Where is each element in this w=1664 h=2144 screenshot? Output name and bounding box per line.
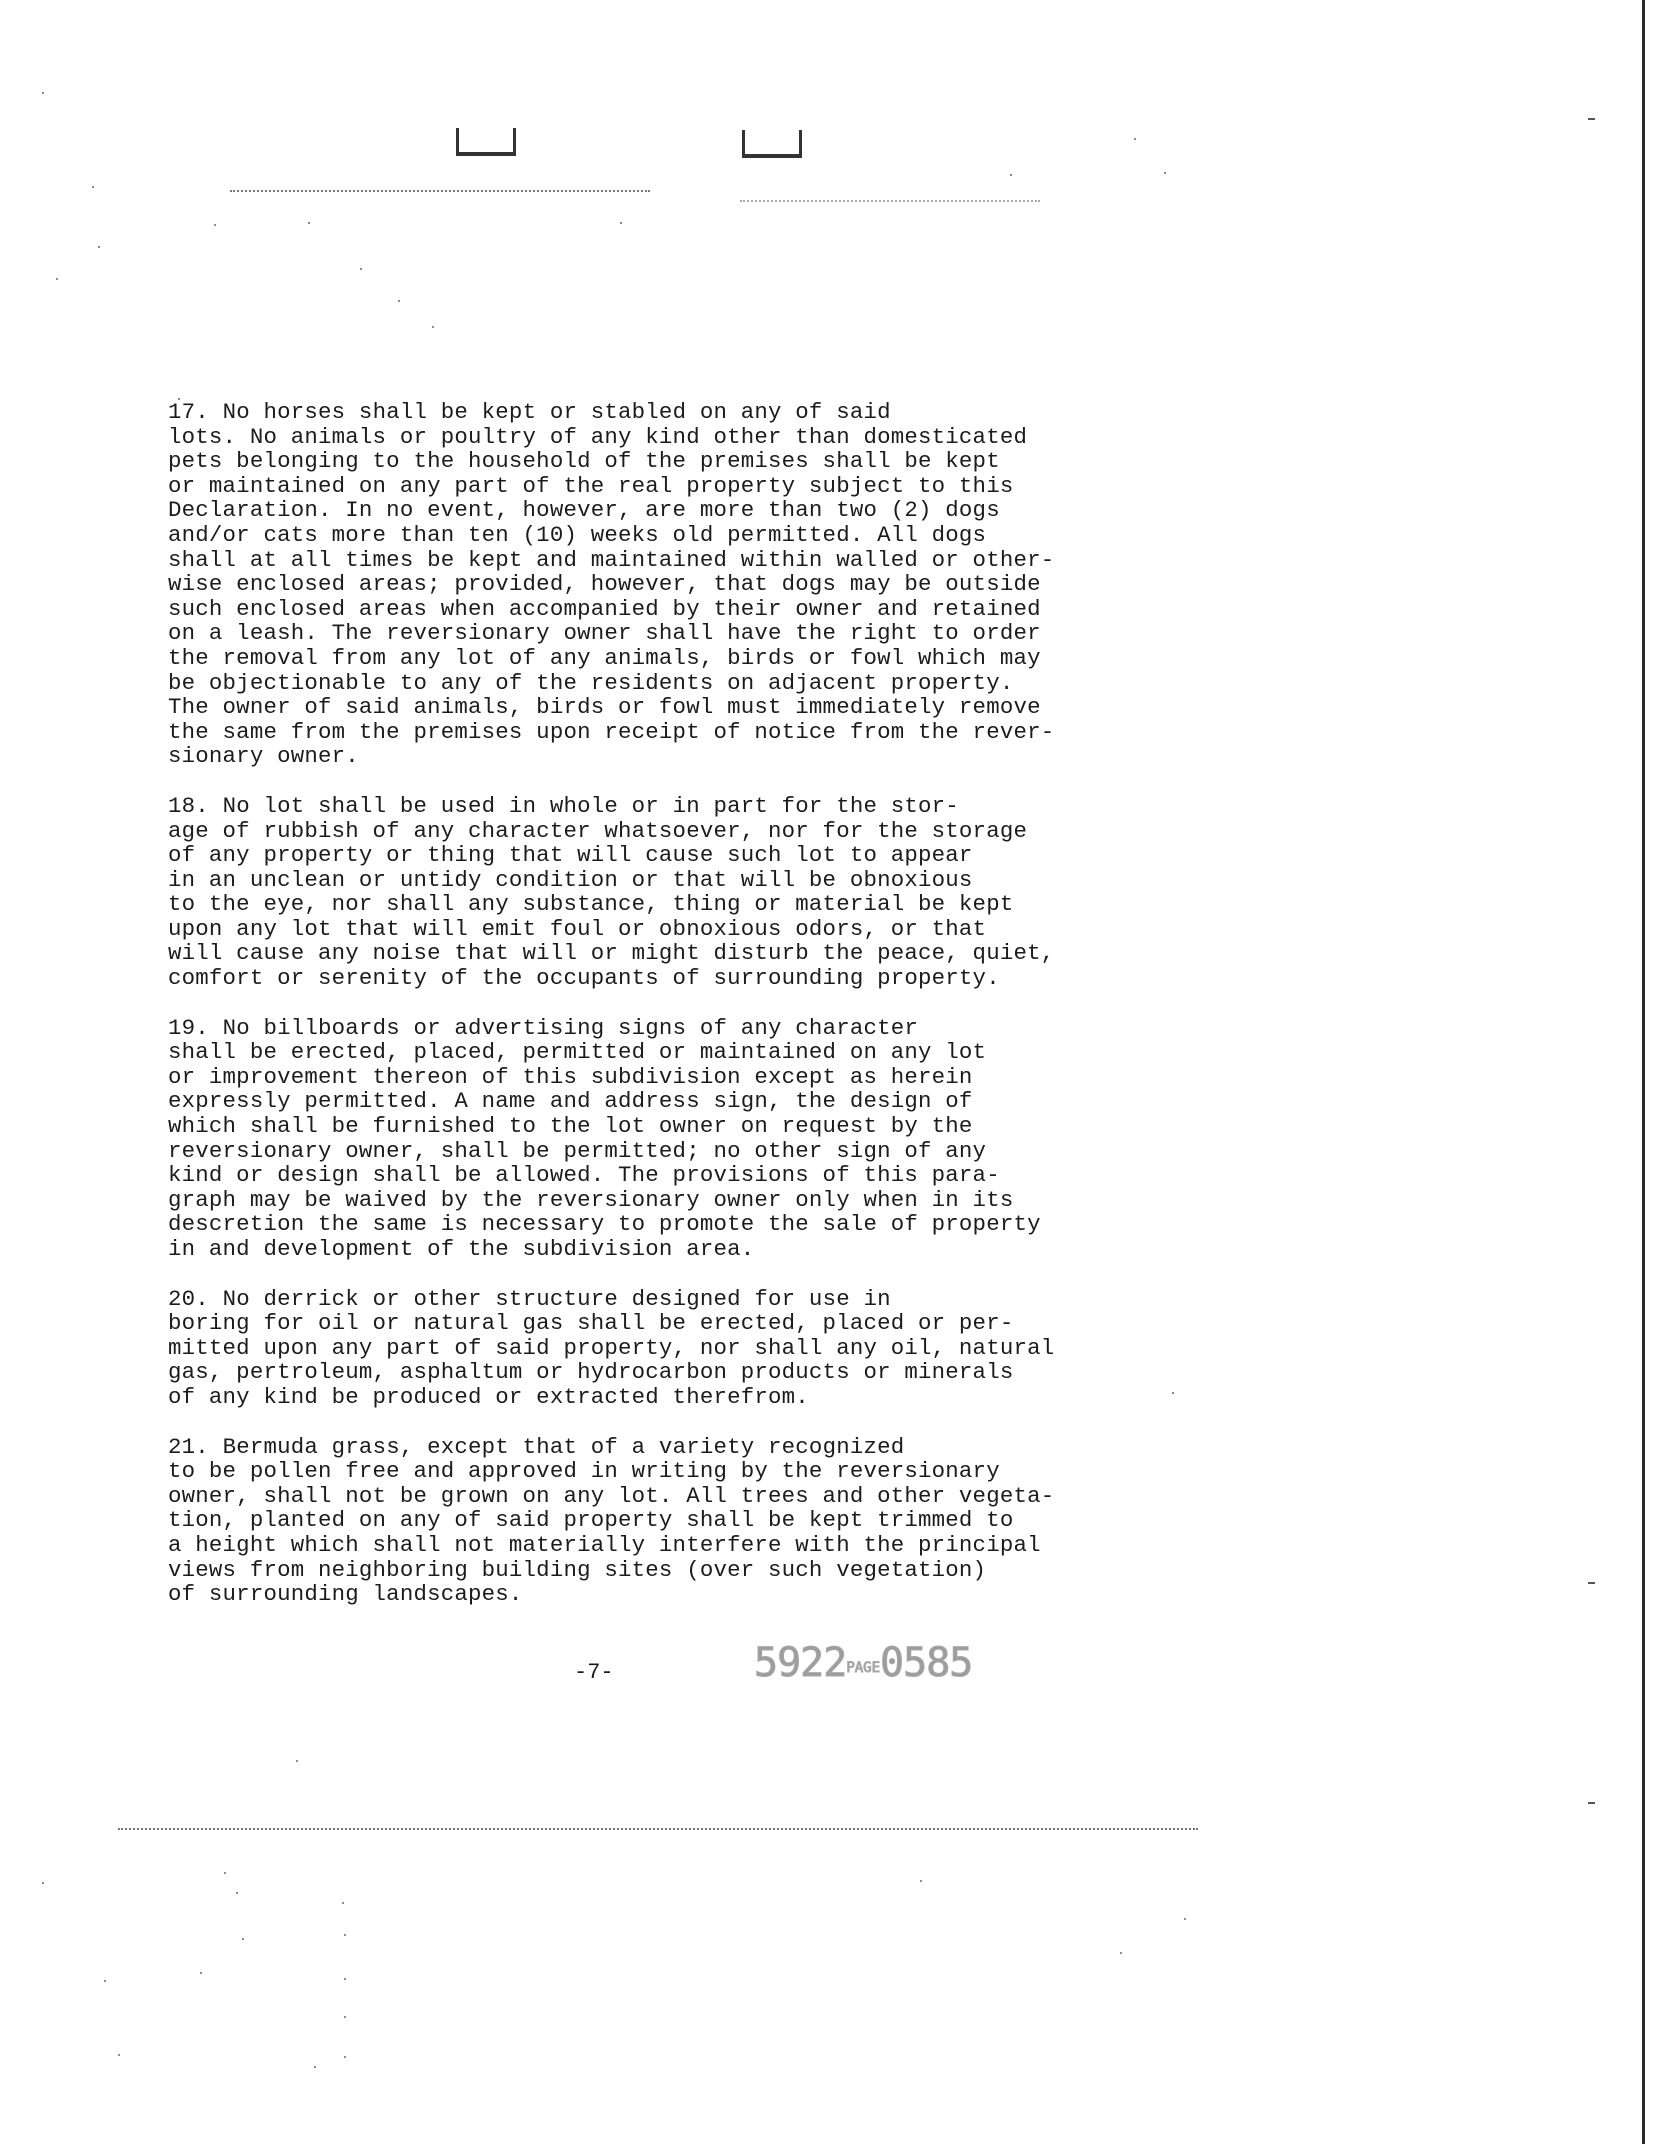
paragraph-text: No derrick or other structure designed for use in boring for oil or natural gas shall be erected, placed or per- mitted upon any part of said property, nor shall any oil, natural gas, pertroleum, asphaltum or hydrocarbon products or minerals of any kind be produced or extracted therefrom. [168,1285,1055,1410]
paragraph-number: 18. [168,792,209,819]
stamp-book-number: 5922 [754,1640,847,1686]
scan-speck [620,222,622,224]
scan-speck [344,1978,346,1980]
paragraph-21 [168,1435,1148,1607]
scan-speck [92,186,94,188]
scan-speck [98,246,100,248]
paragraph-number: 20. [168,1285,209,1312]
scan-speck [214,224,216,226]
scan-speck [42,1882,44,1884]
edge-tick [1588,1582,1595,1584]
scan-speck [118,2054,120,2056]
scan-speck [236,1892,238,1894]
paragraph-text: No horses shall be kept or stabled on any of said lots. No animals or poultry of any kind other than domesticated pets belonging to the household of the premises shall be kept or maintained on any part of the real property subject to this Declaration. In no event, however, are more than two (2) dogs and/or cats more than ten (10) weeks old permitted. All dogs shall at all times be kept and maintained within walled or other- wise enclosed areas; provided, however, that dogs may be outside such enclosed areas when accompanied by their owner and retained on a leash. The reversionary owner shall have the right to order the removal from any lot of any animals, birds or fowl which may be objectionable to any of the residents on adjacent property. The owner of said animals, birds or fowl must immediately remove the same from the premises upon receipt of notice from the rever- sionary owner. [168,399,1055,770]
paragraph-text: No lot shall be used in whole or in part for the stor- age of rubbish of any character whatsoever, nor for the storage of any property or thing that will cause such lot to appear in an unclean or untidy condition or that will be obnoxious to the eye, nor shall any substance, thing or material be kept upon any lot that will emit foul or obnoxious odors, or that will cause any noise that will or might disturb the peace, quiet, comfort or serenity of the occupants of surrounding property. [168,792,1055,992]
paragraph-number: 21. [168,1433,209,1460]
declaration-body [168,400,1148,1632]
paragraph-number: 19. [168,1014,209,1041]
scan-speck [308,222,310,224]
scan-speck [242,1938,244,1940]
scan-noise-rule-top [230,190,650,192]
scan-speck [224,1872,226,1874]
stamp-page-label: PAGE [846,1660,881,1676]
paragraph-20 [168,1287,1148,1410]
scan-speck [360,268,362,270]
scan-edge-border [1642,0,1645,2144]
edge-tick [1588,118,1595,120]
scan-speck [1172,1392,1174,1394]
recording-stamp [754,1640,972,1686]
scan-speck [432,326,434,328]
paragraph-number: 17. [168,399,209,425]
paragraph-19 [168,1016,1148,1262]
scan-noise-rule-top-right [740,200,1040,202]
scan-speck [42,92,44,94]
scan-speck [1010,174,1012,176]
scan-speck [344,2056,346,2058]
scan-speck [344,2016,346,2018]
scan-speck [200,1972,202,1974]
binding-bracket-right [742,130,802,158]
paragraph-text: Bermuda grass, except that of a variety recognized to be pollen free and approved in writing by the reversionary owner, shall not be grown on any lot. All trees and other vegeta- tion, planted on any of said property shall be kept trimmed to a height which shall not materially interfere with the principal views from neighboring building sites (over such vegetation) of surrounding landscapes. [168,1433,1055,1608]
stamp-page-number: 0585 [880,1640,973,1686]
page-number: -7- [574,1660,614,1685]
scan-speck [342,1902,344,1904]
scan-speck [314,2066,316,2068]
scan-speck [1184,1918,1186,1920]
scan-speck [1134,138,1136,140]
paragraph-18 [168,794,1148,991]
scan-noise-rule-bottom [118,1828,1198,1830]
binding-bracket-left [456,128,516,156]
edge-tick [1588,1802,1595,1804]
scan-speck [920,1880,922,1882]
scan-speck [1120,1952,1122,1954]
scan-speck [104,1980,106,1982]
scan-speck [296,1760,298,1762]
scan-speck [1164,172,1166,174]
scan-speck [344,1934,346,1936]
scan-speck [56,278,58,280]
scan-speck [398,300,400,302]
paragraph-17 [168,400,1148,769]
paragraph-text: No billboards or advertising signs of any character shall be erected, placed, permitted or maintained on any lot or improvement thereon of this subdivision except as herein expressly permitted. A name and address sign, the design of which shall be furnished to the lot owner on request by the reversionary owner, shall be permitted; no other sign of any kind or design shall be allowed. The provisions of this para- graph may be waived by the reversionary owner only when in its descretion the same is necessary to promote the sale of property in and development of the subdivision area. [168,1014,1041,1262]
